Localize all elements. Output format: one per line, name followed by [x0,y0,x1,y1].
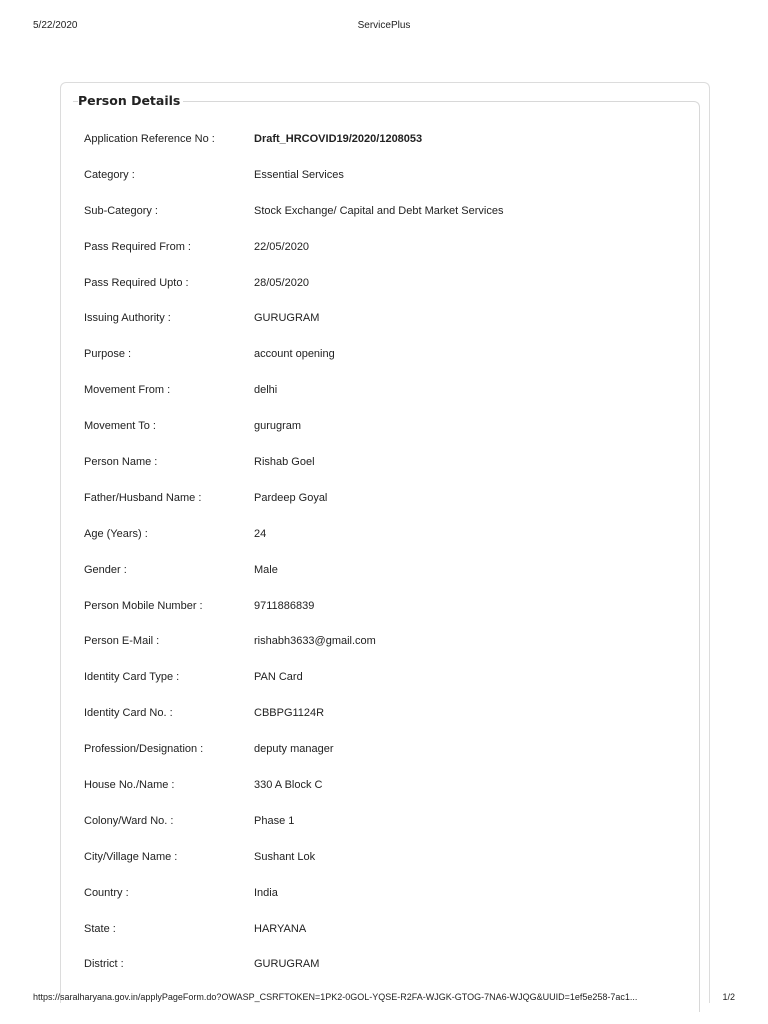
detail-value: 9711886839 [254,599,315,612]
detail-value: Essential Services [254,168,344,181]
detail-value: GURUGRAM [254,312,320,325]
detail-label: Issuing Authority : [84,312,171,325]
detail-row [73,876,699,912]
detail-row [73,301,699,337]
detail-row [73,373,699,409]
detail-row [73,266,699,302]
person-details-fieldset [73,93,700,1012]
detail-value: Pardeep Goyal [254,491,328,504]
detail-value: deputy manager [254,743,334,756]
detail-row [73,445,699,481]
detail-value: PAN Card [254,671,303,684]
details-list [73,122,699,983]
person-details-panel [60,82,710,1003]
detail-label: Movement From : [84,384,171,397]
footer-url: https://saralharyana.gov.in/applyPageForm.do?OWASP_CSRFTOKEN=1PK2-0GOL-YQSE-R2FA-WJGK-GTOG-7NA6-WJQG&UUID=1ef5e258-7ac1... [33,992,638,1002]
detail-value: Phase 1 [254,814,295,827]
detail-row [73,624,699,660]
detail-label: District : [84,958,124,971]
detail-value: gurugram [254,420,302,433]
print-date: 5/22/2020 [33,20,78,31]
detail-row [73,768,699,804]
detail-row [73,660,699,696]
detail-row [73,158,699,194]
detail-value: India [254,886,278,899]
detail-value: GURUGRAM [254,958,320,971]
detail-label: Pass Required Upto : [84,276,189,289]
detail-label: Movement To : [84,420,156,433]
detail-value: HARYANA [254,922,307,935]
detail-value: Sushant Lok [254,850,316,863]
detail-value: Stock Exchange/ Capital and Debt Market Services [254,204,504,217]
detail-row [73,517,699,553]
detail-label: Application Reference No : [84,133,215,145]
detail-label: Person E-Mail : [84,635,160,648]
detail-label: House No./Name : [84,779,175,792]
detail-label: Person Mobile Number : [84,599,203,612]
detail-row [73,589,699,625]
detail-label: Pass Required From : [84,240,191,253]
detail-label: Father/Husband Name : [84,491,202,504]
detail-label: Person Name : [84,456,158,469]
detail-value: account opening [254,348,335,361]
detail-value: 22/05/2020 [254,240,310,253]
detail-row [73,230,699,266]
detail-value: Male [254,563,278,576]
detail-row [73,732,699,768]
detail-label: Purpose : [84,348,132,361]
detail-label: City/Village Name : [84,850,178,863]
detail-row [73,481,699,517]
detail-value: CBBPG1124R [254,707,325,720]
detail-row [73,409,699,445]
detail-label: Identity Card No. : [84,707,173,720]
print-footer [0,992,768,1006]
detail-row [73,337,699,373]
detail-label: Sub-Category : [84,204,158,217]
detail-row [73,947,699,983]
detail-row [73,553,699,589]
detail-value: 330 A Block C [254,779,323,792]
detail-value: Rishab Goel [254,456,315,469]
detail-value: delhi [254,384,278,397]
detail-value: rishabh3633@gmail.com [254,635,376,648]
detail-value: Draft_HRCOVID19/2020/1208053 [254,133,423,145]
detail-row [73,912,699,948]
print-header [0,14,768,34]
detail-row [73,194,699,230]
detail-label: Identity Card Type : [84,671,180,684]
detail-label: Category : [84,168,135,181]
detail-value: 24 [254,527,267,540]
detail-label: Country : [84,886,129,899]
footer-page-number: 1/2 [722,992,735,1002]
print-title: ServicePlus [357,20,411,31]
detail-label: Profession/Designation : [84,743,204,756]
detail-row [73,804,699,840]
section-title: Person Details [78,93,183,108]
detail-label: Gender : [84,563,127,576]
detail-label: Colony/Ward No. : [84,814,174,827]
detail-value: 28/05/2020 [254,276,310,289]
detail-row [73,840,699,876]
detail-label: State : [84,922,116,935]
detail-row [73,122,699,158]
detail-row [73,696,699,732]
detail-label: Age (Years) : [84,527,148,540]
